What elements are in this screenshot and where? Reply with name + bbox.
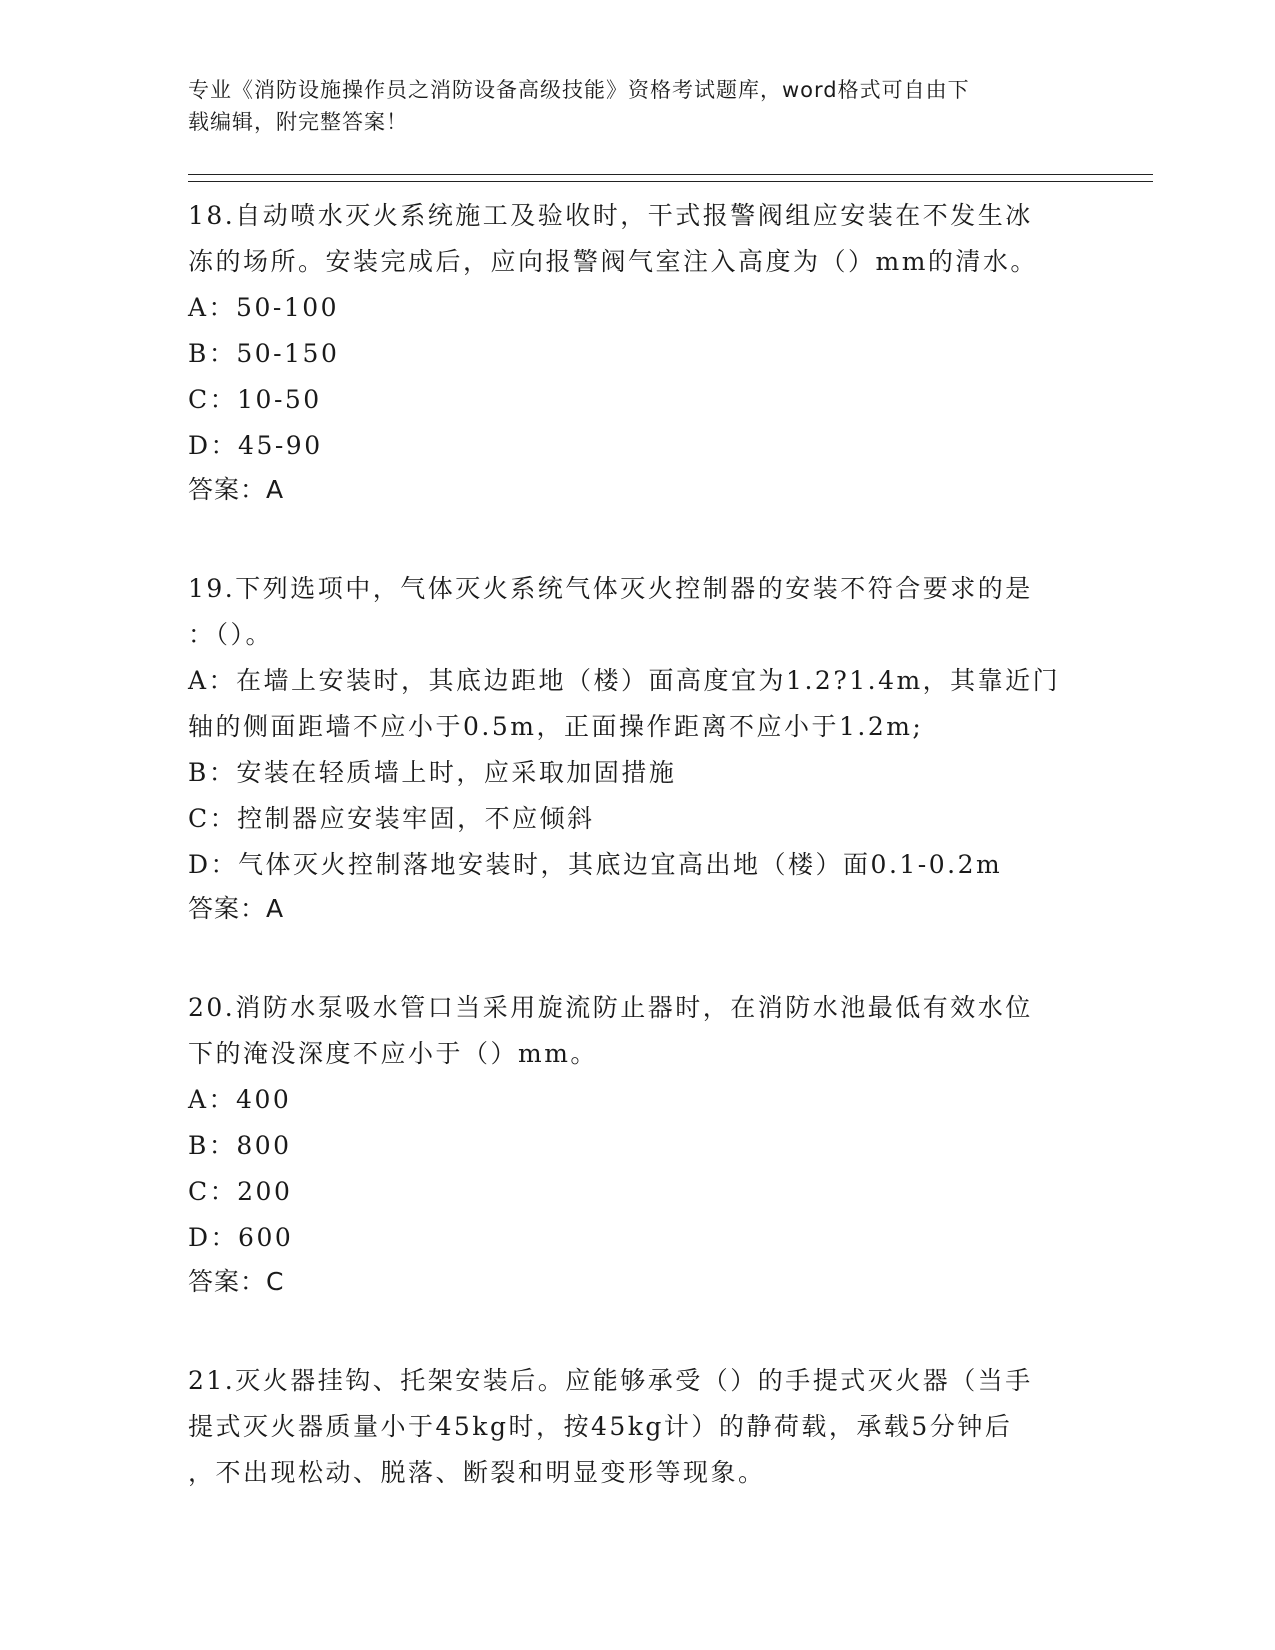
option-d: D：600 bbox=[188, 1223, 294, 1252]
question-text-line: 19.下列选项中，气体灭火系统气体灭火控制器的安装不符合要求的是 bbox=[188, 574, 1033, 603]
question-text-line: 18.自动喷水灭火系统施工及验收时，干式报警阀组应安装在不发生冰 bbox=[188, 201, 1033, 230]
question-text-line: 冻的场所。安装完成后，应向报警阀气室注入高度为（）mm的清水。 bbox=[188, 247, 1038, 276]
option-b: B：安装在轻质墙上时，应采取加固措施 bbox=[188, 758, 677, 787]
answer: 答案：A bbox=[188, 894, 285, 923]
document-header bbox=[188, 74, 1068, 138]
answer: 答案：C bbox=[188, 1267, 285, 1296]
question-text-line: 21.灭火器挂钩、托架安装后。应能够承受（）的手提式灭火器（当手 bbox=[188, 1366, 1033, 1395]
option-d: D：45-90 bbox=[188, 431, 323, 460]
header-divider-bottom bbox=[188, 181, 1153, 182]
question-20 bbox=[188, 985, 1088, 1303]
question-list bbox=[188, 193, 1088, 1551]
header-divider-top bbox=[188, 174, 1153, 175]
option-c: C：10-50 bbox=[188, 385, 322, 414]
option-b: B：800 bbox=[188, 1131, 292, 1160]
question-19 bbox=[188, 566, 1088, 930]
option-c: C：控制器应安装牢固，不应倾斜 bbox=[188, 804, 595, 833]
question-21 bbox=[188, 1358, 1088, 1496]
option-a: A：在墙上安装时，其底边距地（楼）面高度宜为1.2?1.4m，其靠近门 bbox=[188, 666, 1061, 695]
option-b: B：50-150 bbox=[188, 339, 340, 368]
header-line-1: 专业《消防设施操作员之消防设备高级技能》资格考试题库，word格式可自由下 bbox=[188, 78, 970, 102]
answer: 答案：A bbox=[188, 475, 285, 504]
question-text-line: 提式灭火器质量小于45kg时，按45kg计）的静荷载，承载5分钟后 bbox=[188, 1412, 1013, 1441]
question-text-line: ：（）。 bbox=[188, 620, 274, 649]
question-text-line: 20.消防水泵吸水管口当采用旋流防止器时，在消防水池最低有效水位 bbox=[188, 993, 1033, 1022]
option-a-continued: 轴的侧面距墙不应小于0.5m，正面操作距离不应小于1.2m; bbox=[188, 712, 924, 741]
option-a: A：400 bbox=[188, 1085, 292, 1114]
question-18 bbox=[188, 193, 1088, 511]
header-line-2: 载编辑，附完整答案！ bbox=[188, 110, 408, 134]
option-a: A：50-100 bbox=[188, 293, 340, 322]
question-text-line: 下的淹没深度不应小于（）mm。 bbox=[188, 1039, 598, 1068]
question-text-line: ，不出现松动、脱落、断裂和明显变形等现象。 bbox=[188, 1458, 766, 1487]
option-c: C：200 bbox=[188, 1177, 293, 1206]
option-d: D：气体灭火控制落地安装时，其底边宜高出地（楼）面0.1-0.2m bbox=[188, 850, 1003, 879]
